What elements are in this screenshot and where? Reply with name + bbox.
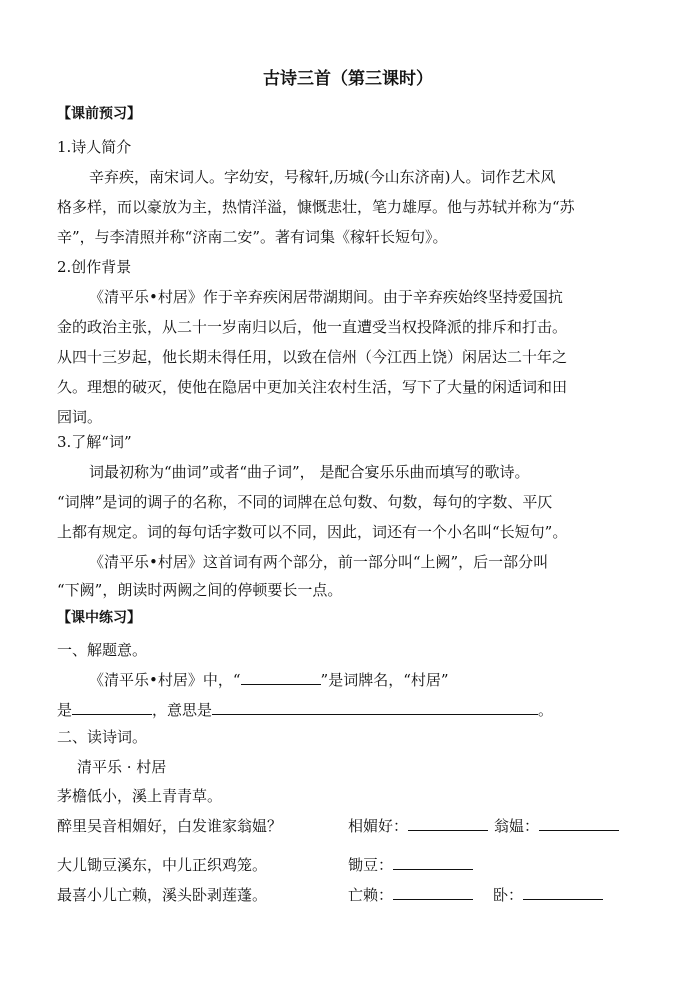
section-2-line-5: 园词。 xyxy=(57,408,103,426)
gloss-wo-label: 卧： xyxy=(493,886,524,904)
poem-line-1: 茅檐低小，溪上青青草。 xyxy=(57,787,223,805)
question-1-title: 一、解题意。 xyxy=(57,641,148,659)
section-1-line-3: 辛”，与李清照并称“济南二安”。著有词集《稼轩长短句》。 xyxy=(57,228,448,246)
section-2-line-1: 《清平乐•村居》作于辛弃疾闲居带湖期间。由于辛弃疾始终坚持爱国抗 xyxy=(89,288,563,306)
q1-text-a: 《清平乐•村居》中，“ xyxy=(89,671,241,689)
gloss-xiangmeihao-label: 相媚好： xyxy=(348,817,409,835)
section-2-title: 2.创作背景 xyxy=(57,258,132,276)
gloss-wanglai-label: 亡赖： xyxy=(348,886,394,904)
section-1-line-2: 格多样，而以豪放为主，热情洋溢，慷慨悲壮，笔力雄厚。他与苏轼并称为“苏 xyxy=(57,198,575,216)
section-3-line-3: 上都有规定。词的每句话字数可以不同，因此，词还有一个小名叫“长短句”。 xyxy=(57,523,568,541)
poem-title: 清平乐 · 村居 xyxy=(77,758,167,776)
section-2-line-3: 从四十三岁起，他长期未得任用，以致在信州（今江西上饶）闲居达二十年之 xyxy=(57,348,568,366)
gloss-row-2 xyxy=(348,855,473,875)
gloss-chudou-label: 锄豆： xyxy=(348,856,394,874)
section-3-line-5: “下阙”，朗读时两阙之间的停顿要长一点。 xyxy=(57,581,343,599)
question-1-line-2 xyxy=(57,700,553,720)
poem-line-2: 醉里吴音相媚好，白发谁家翁媪？ xyxy=(57,817,283,835)
cunju-answer-blank[interactable] xyxy=(72,700,152,715)
gloss-chudou-blank[interactable] xyxy=(393,855,473,870)
section-2-line-4: 久。理想的破灭，使他在隐居中更加关注农村生活，写下了大量的闲适词和田 xyxy=(57,378,568,396)
gloss-row-1 xyxy=(348,816,619,836)
practice-heading: 【课中练习】 xyxy=(57,610,141,626)
section-3-title: 3.了解“词” xyxy=(57,433,132,451)
gloss-wengao-label: 翁媪： xyxy=(494,817,540,835)
q1-text-e: 。 xyxy=(538,701,554,719)
gloss-wo-blank[interactable] xyxy=(523,885,603,900)
page-title: 古诗三首（第三课时） xyxy=(263,69,433,89)
poem-line-4: 最喜小儿亡赖，溪头卧剥莲蓬。 xyxy=(57,886,268,904)
gloss-row-3 xyxy=(348,885,603,905)
section-1-title: 1.诗人简介 xyxy=(57,138,132,156)
q1-text-b: ”是词牌名，“村居” xyxy=(320,671,449,689)
section-2-line-2: 金的政治主张，从二十一岁南归以后，他一直遭受当权投降派的排斥和打击。 xyxy=(57,318,568,336)
gloss-wanglai-blank[interactable] xyxy=(393,885,473,900)
section-1-line-1: 辛弃疾，南宋词人。字幼安，号稼轩,历城(今山东济南)人。词作艺术风 xyxy=(89,168,556,186)
section-3-line-4: 《清平乐•村居》这首词有两个部分，前一部分叫“上阙”，后一部分叫 xyxy=(89,553,549,571)
poem-line-3: 大儿锄豆溪东，中儿正织鸡笼。 xyxy=(57,856,268,874)
gloss-xiangmeihao-blank[interactable] xyxy=(408,816,488,831)
gloss-wengao-blank[interactable] xyxy=(539,816,619,831)
q1-text-d: ，意思是 xyxy=(152,701,213,719)
meaning-answer-blank[interactable] xyxy=(212,700,538,715)
section-3-line-1: 词最初称为“曲词”或者“曲子词”， 是配合宴乐乐曲而填写的歌诗。 xyxy=(89,463,530,481)
q1-text-c: 是 xyxy=(57,701,73,719)
question-1-line-1 xyxy=(89,670,449,690)
preview-heading: 【课前预习】 xyxy=(57,106,141,122)
question-2-title: 二、读诗词。 xyxy=(57,728,148,746)
section-3-line-2: “词牌”是词的调子的名称，不同的词牌在总句数、句数，每句的字数、平仄 xyxy=(57,493,553,511)
cipai-answer-blank[interactable] xyxy=(241,670,321,685)
